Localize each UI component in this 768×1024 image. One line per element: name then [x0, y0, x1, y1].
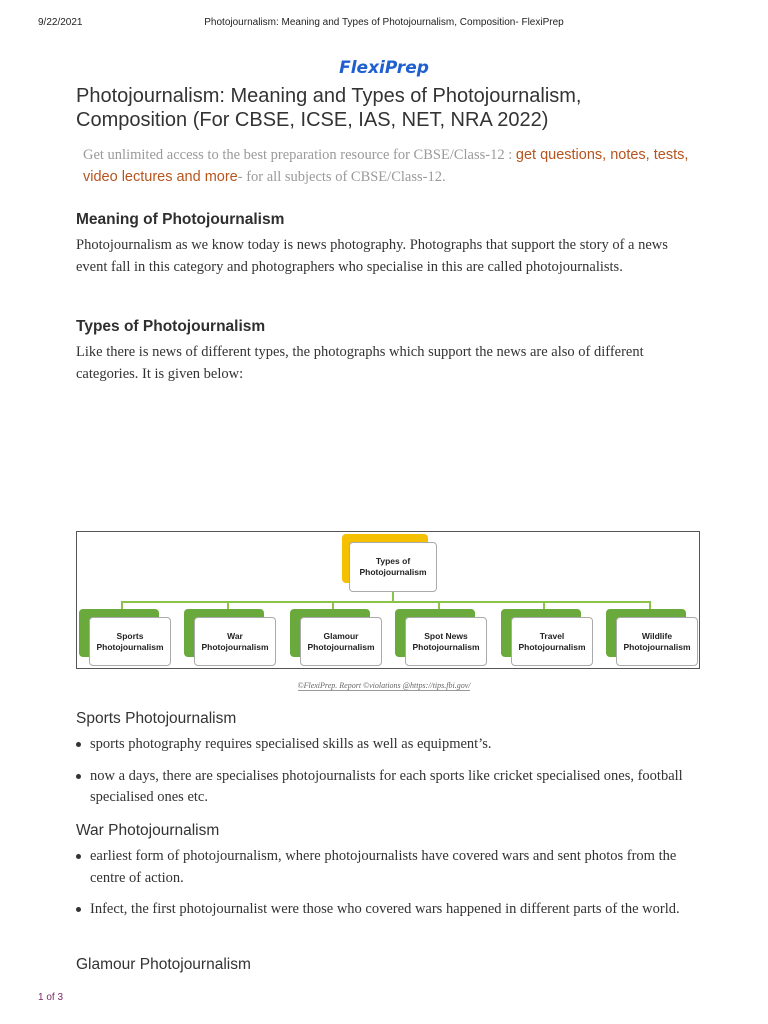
diagram-child-war: War Photojournalism: [194, 617, 276, 666]
diagram-root: Types of Photojournalism: [349, 542, 437, 592]
connector-1: [121, 601, 123, 609]
diagram-child-spot-news: Spot News Photojournalism: [405, 617, 487, 666]
glamour-heading: Glamour Photojournalism: [76, 956, 251, 973]
types-heading: Types of Photojournalism: [76, 318, 266, 335]
promo-banner: [83, 144, 693, 188]
connector-horizontal: [121, 601, 649, 603]
print-title: Photojournalism: Meaning and Types of Photojournalism, Composition- FlexiPrep: [204, 17, 564, 28]
meaning-heading: Meaning of Photojournalism: [76, 211, 285, 228]
war-list: [76, 846, 700, 931]
list-item: now a days, there are specialises photojournalists for each sports like cricket specialised ones, football specialised ones etc.: [76, 766, 700, 809]
meaning-text: Photojournalism as we know today is news photography. Photographs that support the story of a news event fall in this category and photographers who specialise in this are called photojournalists.: [76, 237, 668, 275]
diagram-child-travel: Travel Photojournalism: [511, 617, 593, 666]
page-number: 1 of 3: [38, 992, 64, 1003]
connector-3: [332, 601, 334, 609]
diagram-child-sports: Sports Photojournalism: [89, 617, 171, 666]
promo-prefix: Get unlimited access to the best preparation resource for CBSE/Class-12 :: [83, 147, 516, 163]
image-caption: [0, 681, 768, 690]
caption-link[interactable]: ©FlexiPrep. Report ©violations @https://tips.fbi.gov/: [297, 681, 471, 690]
types-diagram: [76, 531, 700, 669]
list-item: earliest form of photojournalism, where photojournalists have covered wars and sent photos from the centre of action.: [76, 846, 700, 889]
sports-list: [76, 734, 700, 819]
connector-6: [649, 601, 651, 609]
connector-5: [543, 601, 545, 609]
diagram-child-wildlife: Wildlife Photojournalism: [616, 617, 698, 666]
connector-4: [438, 601, 440, 609]
page-title: Photojournalism: Meaning and Types of Photojournalism, Composition (For CBSE, ICSE, IAS, NET, NRA 2022): [76, 85, 582, 131]
sports-heading: Sports Photojournalism: [76, 710, 237, 727]
types-text: Like there is news of different types, the photographs which support the news are also of different categories. It is given below:: [76, 344, 644, 382]
connector-2: [227, 601, 229, 609]
promo-link[interactable]: get questions, notes, tests, video lectures and more: [83, 147, 689, 185]
diagram-child-glamour: Glamour Photojournalism: [300, 617, 382, 666]
promo-suffix: - for all subjects of CBSE/Class-12.: [237, 169, 446, 185]
list-item: Infect, the first photojournalist were those who covered wars happened in different parts of the world.: [76, 899, 700, 921]
print-date: 9/22/2021: [38, 17, 83, 28]
brand-logo[interactable]: FlexiPrep: [339, 58, 429, 78]
war-heading: War Photojournalism: [76, 822, 220, 839]
list-item: sports photography requires specialised skills as well as equipment’s.: [76, 734, 700, 756]
